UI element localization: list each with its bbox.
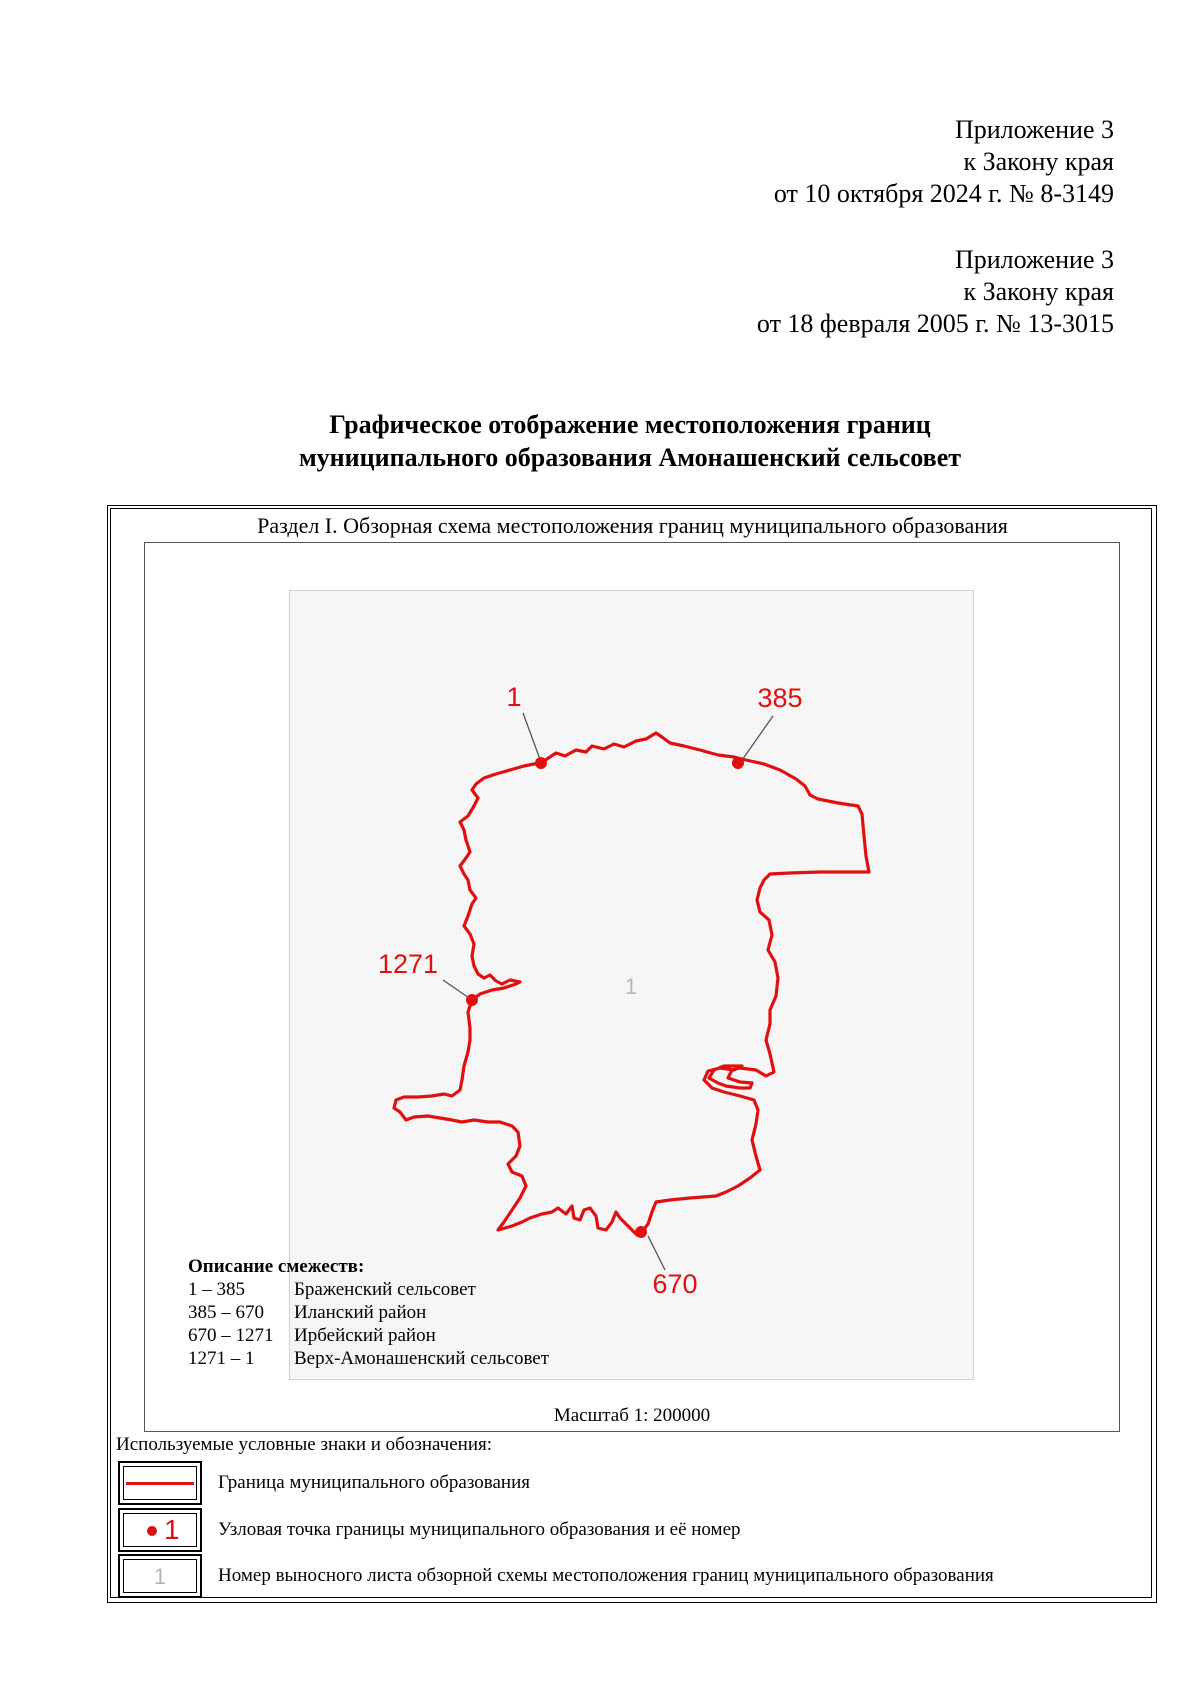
boundary-node-1271 bbox=[466, 994, 478, 1006]
appendix-label: Приложение 3 bbox=[954, 115, 1114, 144]
boundary-node-1 bbox=[535, 757, 547, 769]
document-title-line1: Графическое отображение местоположения границ bbox=[329, 410, 931, 439]
map-scale: Масштаб 1: 200000 bbox=[553, 1405, 711, 1426]
legend-text-sheet: Номер выносного листа обзорной схемы местоположения границ муниципального образования bbox=[218, 1565, 994, 1586]
appendix-law-ref: к Закону края bbox=[963, 277, 1114, 306]
legend-symbol-boundary bbox=[118, 1461, 202, 1505]
adjacency-range: 1 – 385 bbox=[188, 1279, 245, 1300]
appendix-date-number: от 18 февраля 2005 г. № 13-3015 bbox=[756, 309, 1114, 338]
appendix-law-ref: к Закону края bbox=[963, 147, 1114, 176]
legend-text-boundary: Граница муниципального образования bbox=[218, 1472, 530, 1493]
legend-symbol-sheet bbox=[118, 1554, 202, 1598]
adjacency-range: 385 – 670 bbox=[188, 1302, 264, 1323]
node-label-1271: 1271 bbox=[377, 949, 439, 979]
leader-line-385 bbox=[740, 716, 773, 763]
adjacency-row bbox=[188, 1301, 549, 1324]
adjacency-range: 1271 – 1 bbox=[188, 1348, 255, 1369]
legend-node-number: 1 bbox=[164, 1514, 180, 1545]
document-title-line2: муниципального образования Амонашенский сельсовет bbox=[298, 443, 962, 472]
adjacency-description bbox=[188, 1255, 549, 1370]
adjacency-title: Описание смежеств: bbox=[188, 1256, 365, 1277]
section-title: Раздел I. Обзорная схема местоположения границ муниципального образования bbox=[257, 513, 1008, 538]
legend-heading: Используемые условные знаки и обозначения: bbox=[116, 1434, 493, 1455]
legend-text-node: Узловая точка границы муниципального образования и её номер bbox=[218, 1519, 741, 1540]
node-label-1: 1 bbox=[506, 682, 522, 712]
leader-line-1 bbox=[523, 713, 541, 762]
adjacency-neighbor: Браженский сельсовет bbox=[294, 1279, 476, 1300]
red-dot-icon bbox=[147, 1526, 157, 1536]
leader-line-670 bbox=[648, 1236, 665, 1270]
node-label-385: 385 bbox=[757, 683, 803, 713]
adjacency-row bbox=[188, 1324, 549, 1347]
adjacency-range: 670 – 1271 bbox=[188, 1325, 274, 1346]
node-label-670: 670 bbox=[652, 1269, 698, 1299]
adjacency-neighbor: Верх-Амонашенский сельсовет bbox=[294, 1348, 550, 1369]
boundary-node-670 bbox=[635, 1226, 647, 1238]
sheet-number-label: 1 bbox=[624, 974, 638, 999]
boundary-node-385 bbox=[732, 757, 744, 769]
appendix-label: Приложение 3 bbox=[954, 245, 1114, 274]
adjacency-neighbor: Ирбейский район bbox=[294, 1325, 436, 1346]
adjacency-row bbox=[188, 1278, 549, 1301]
adjacency-row bbox=[188, 1347, 549, 1370]
legend-symbol-node bbox=[118, 1508, 202, 1552]
legend-sheet-number: 1 bbox=[153, 1564, 167, 1589]
adjacency-neighbor: Иланский район bbox=[294, 1302, 427, 1323]
appendix-date-number: от 10 октября 2024 г. № 8-3149 bbox=[773, 179, 1114, 208]
red-line-icon bbox=[126, 1482, 194, 1485]
